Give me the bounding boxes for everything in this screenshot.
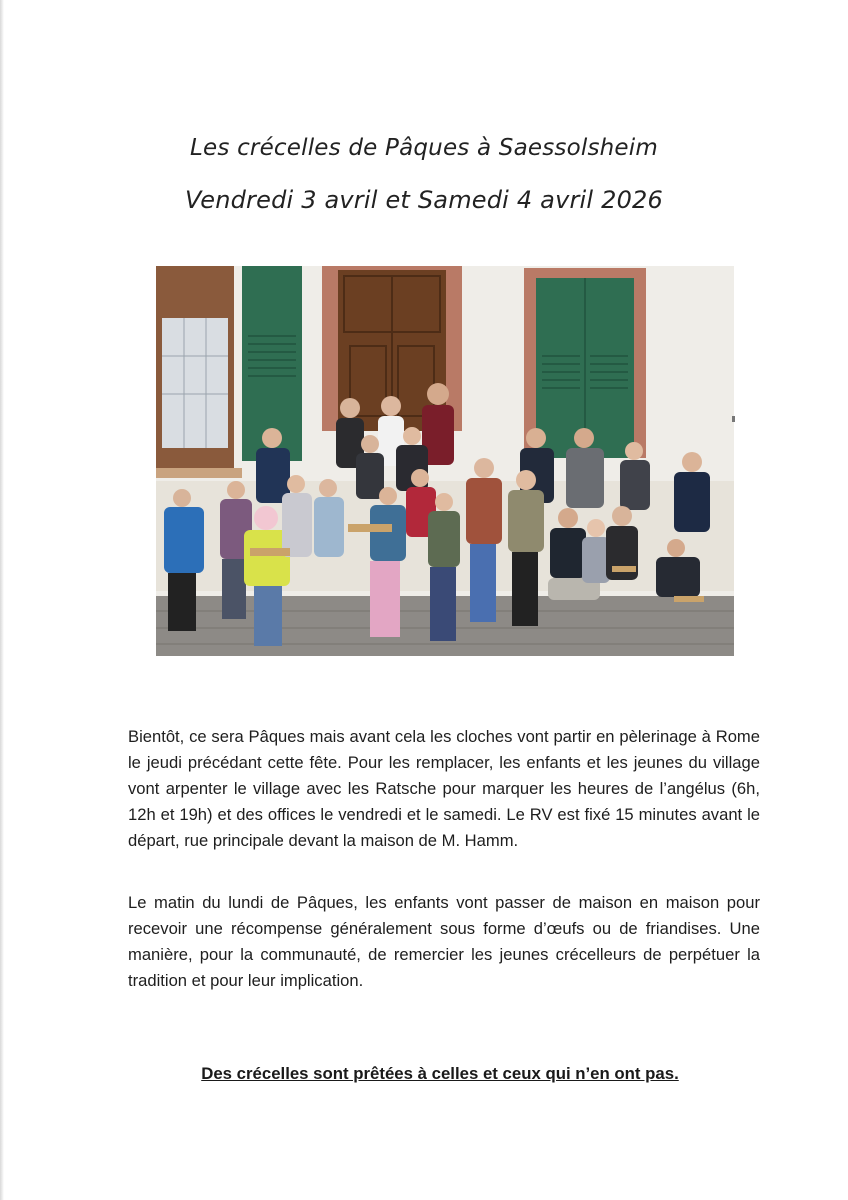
paragraph-intro: Bientôt, ce sera Pâques mais avant cela les cloches vont partir en pèlerinage à Rome le jeudi précédant cette fête. Pour les remplacer, les enfants et les jeunes du village vont arpenter le village avec les Ratsche pour marquer les heures de l’angélus (6h, 12h et 19h) et des offices le vendredi et le samedi. Le RV est fixé 15 minutes avant le départ, rue principale devant la maison de M. Hamm. <box>128 726 760 850</box>
scan-mark <box>732 416 735 422</box>
footer-note: Des crécelles sont prêtées à celles et ceux qui n’en ont pas. <box>201 1064 679 1083</box>
group-photo-icon <box>156 266 734 656</box>
paragraph-easter-monday: Le matin du lundi de Pâques, les enfants vont passer de maison en maison pour recevoir une récompense généralement sous forme d’œufs ou de friandises. Une manière, pour la communauté, de remercier les jeunes crécelleurs de perpétuer la tradition et pour leur implication. <box>128 892 760 990</box>
group-photo <box>156 266 734 656</box>
document-title: Les crécelles de Pâques à Saessolsheim <box>190 135 658 161</box>
document-subtitle-dates: Vendredi 3 avril et Samedi 4 avril 2026 <box>185 186 663 214</box>
page-edge <box>0 0 4 1200</box>
